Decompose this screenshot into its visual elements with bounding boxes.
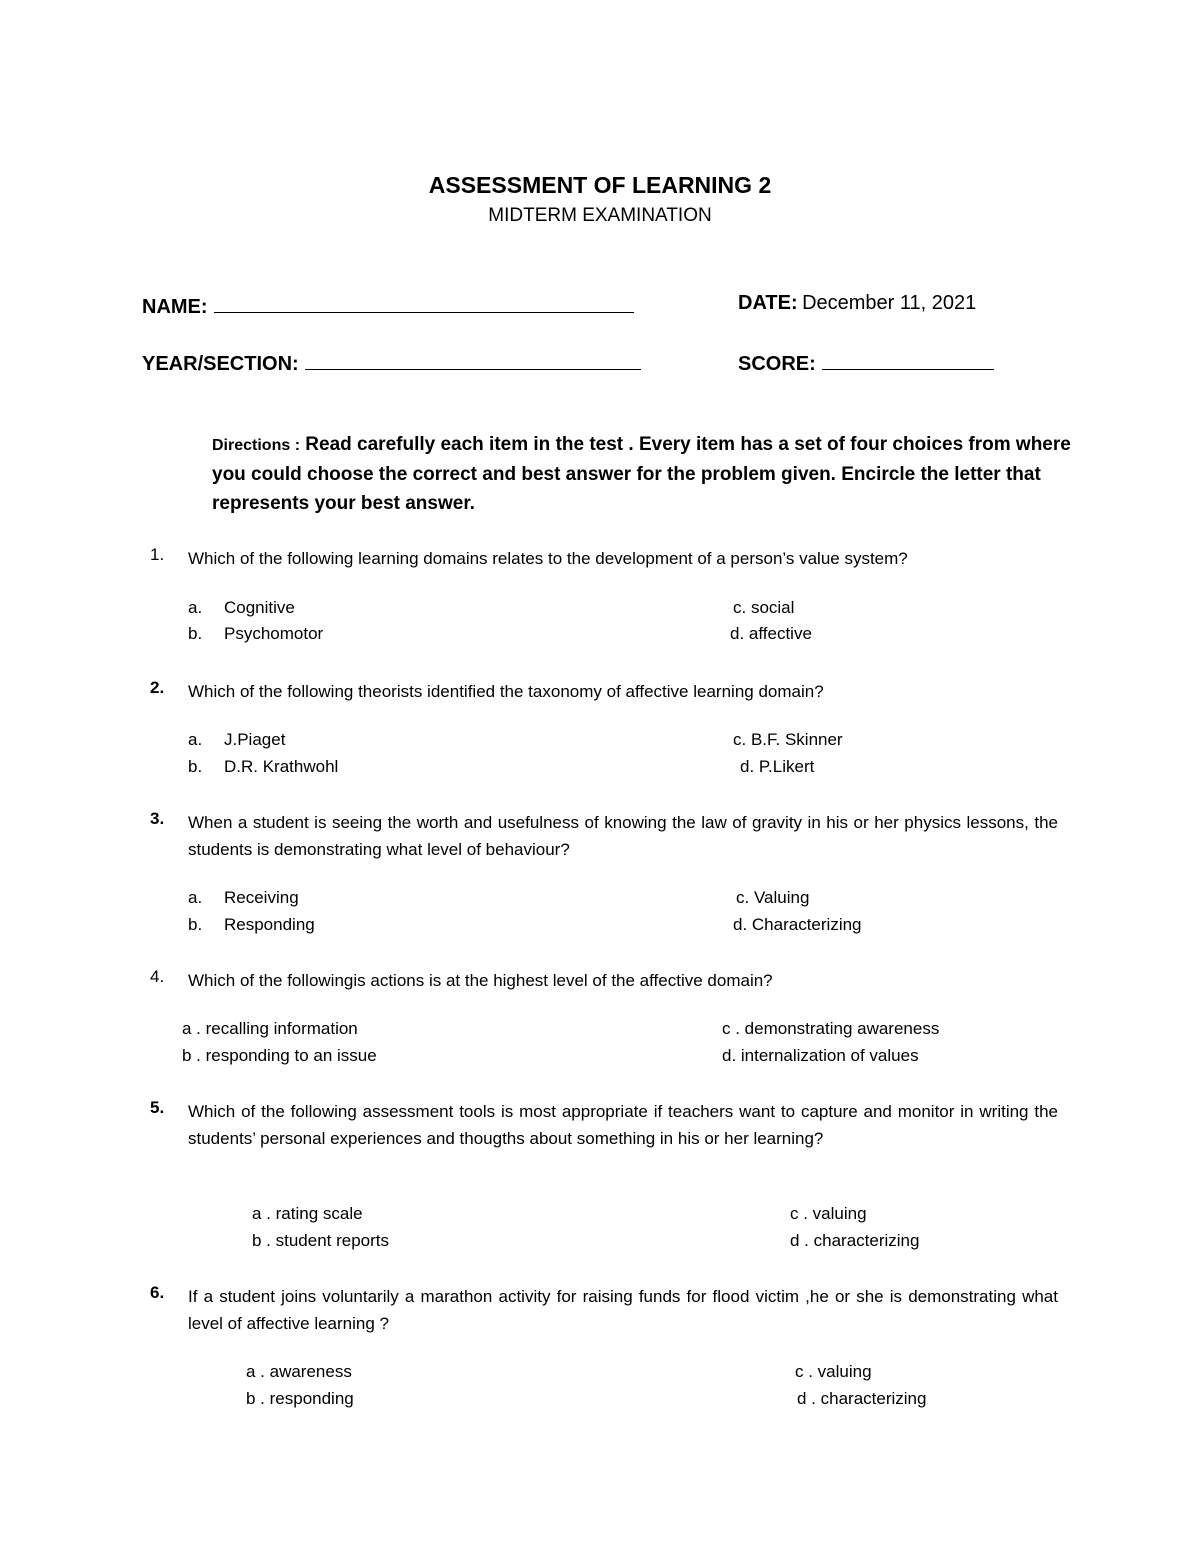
- option-c[interactable]: c . valuing: [795, 1362, 872, 1381]
- option-d[interactable]: d . characterizing: [790, 1231, 920, 1250]
- option-b[interactable]: [188, 757, 338, 777]
- option-letter: b.: [188, 757, 203, 776]
- question-text: When a student is seeing the worth and usefulness of knowing the law of gravity in his or her physics lessons, the students is demonstrating what level of behaviour?: [188, 813, 1058, 859]
- option-text: Psychomotor: [224, 624, 324, 643]
- option-d[interactable]: d. internalization of values: [722, 1046, 919, 1065]
- year-section-field[interactable]: [142, 349, 641, 376]
- option-b[interactable]: [188, 624, 323, 644]
- question-text: Which of the followingis actions is at the highest level of the affective domain?: [188, 971, 773, 990]
- question-text: If a student joins voluntarily a marathon activity for raising funds for flood victim ,he or she is demonstrating what level of affective learning ?: [188, 1287, 1058, 1333]
- option-b[interactable]: b . responding to an issue: [182, 1046, 377, 1065]
- question-number: 4.: [150, 967, 165, 986]
- option-b[interactable]: [188, 915, 315, 935]
- question-number: 6.: [150, 1283, 165, 1302]
- option-d[interactable]: d. P.Likert: [740, 757, 815, 776]
- year-section-label: YEAR/SECTION:: [142, 353, 299, 375]
- date-label: DATE:: [738, 292, 798, 314]
- directions: [212, 430, 1072, 518]
- option-a[interactable]: a . rating scale: [252, 1204, 363, 1223]
- exam-title: ASSESSMENT OF LEARNING 2: [428, 172, 772, 198]
- question-text: Which of the following theorists identified the taxonomy of affective learning domain?: [188, 682, 824, 701]
- option-text: J.Piaget: [224, 730, 286, 749]
- option-d[interactable]: d . characterizing: [797, 1389, 927, 1408]
- option-a[interactable]: a . recalling information: [182, 1019, 358, 1038]
- score-label: SCORE:: [738, 353, 816, 375]
- question-number: 5.: [150, 1098, 165, 1117]
- option-letter: a.: [188, 598, 203, 617]
- option-d[interactable]: d. affective: [730, 624, 812, 643]
- option-letter: a.: [188, 888, 203, 907]
- option-d[interactable]: d. Characterizing: [733, 915, 862, 934]
- date-value: December 11, 2021: [802, 292, 977, 314]
- question-number: 2.: [150, 678, 165, 697]
- option-b[interactable]: b . student reports: [252, 1231, 390, 1250]
- option-a[interactable]: [188, 730, 285, 750]
- name-blank-line[interactable]: [214, 292, 634, 313]
- question-number: 3.: [150, 809, 165, 828]
- option-c[interactable]: c . valuing: [790, 1204, 867, 1223]
- option-a[interactable]: [188, 888, 299, 908]
- option-text: D.R. Krathwohl: [224, 757, 339, 776]
- option-a[interactable]: [188, 598, 295, 618]
- option-c[interactable]: c . demonstrating awareness: [722, 1019, 940, 1038]
- option-c[interactable]: c. social: [733, 598, 795, 617]
- score-field[interactable]: [738, 349, 994, 376]
- option-text: Receiving: [224, 888, 299, 907]
- option-c[interactable]: c. Valuing: [736, 888, 810, 907]
- question-number: 1.: [150, 545, 165, 564]
- option-a[interactable]: a . awareness: [246, 1362, 352, 1381]
- option-text: Responding: [224, 915, 315, 934]
- name-label: NAME:: [142, 296, 208, 318]
- exam-subtitle: MIDTERM EXAMINATION: [488, 205, 712, 226]
- directions-label: Directions :: [212, 437, 301, 454]
- date-field: [738, 292, 976, 315]
- option-text: Cognitive: [224, 598, 295, 617]
- option-letter: a.: [188, 730, 203, 749]
- year-section-blank-line[interactable]: [305, 349, 641, 370]
- option-b[interactable]: b . responding: [246, 1389, 354, 1408]
- option-c[interactable]: c. B.F. Skinner: [733, 730, 843, 749]
- name-field[interactable]: [142, 292, 634, 319]
- question-text: Which of the following learning domains relates to the development of a person’s value system?: [188, 549, 908, 568]
- score-blank-line[interactable]: [822, 349, 994, 370]
- option-letter: b.: [188, 624, 203, 643]
- question-text: Which of the following assessment tools is most appropriate if teachers want to capture and monitor in writing the students’ personal experiences and thougths about something in his or her learning?: [188, 1102, 1058, 1148]
- option-letter: b.: [188, 915, 203, 934]
- directions-text: Read carefully each item in the test . Every item has a set of four choices from where you could choose the correct and best answer for the problem given. Encircle the letter that represents your best answer.: [212, 434, 1071, 514]
